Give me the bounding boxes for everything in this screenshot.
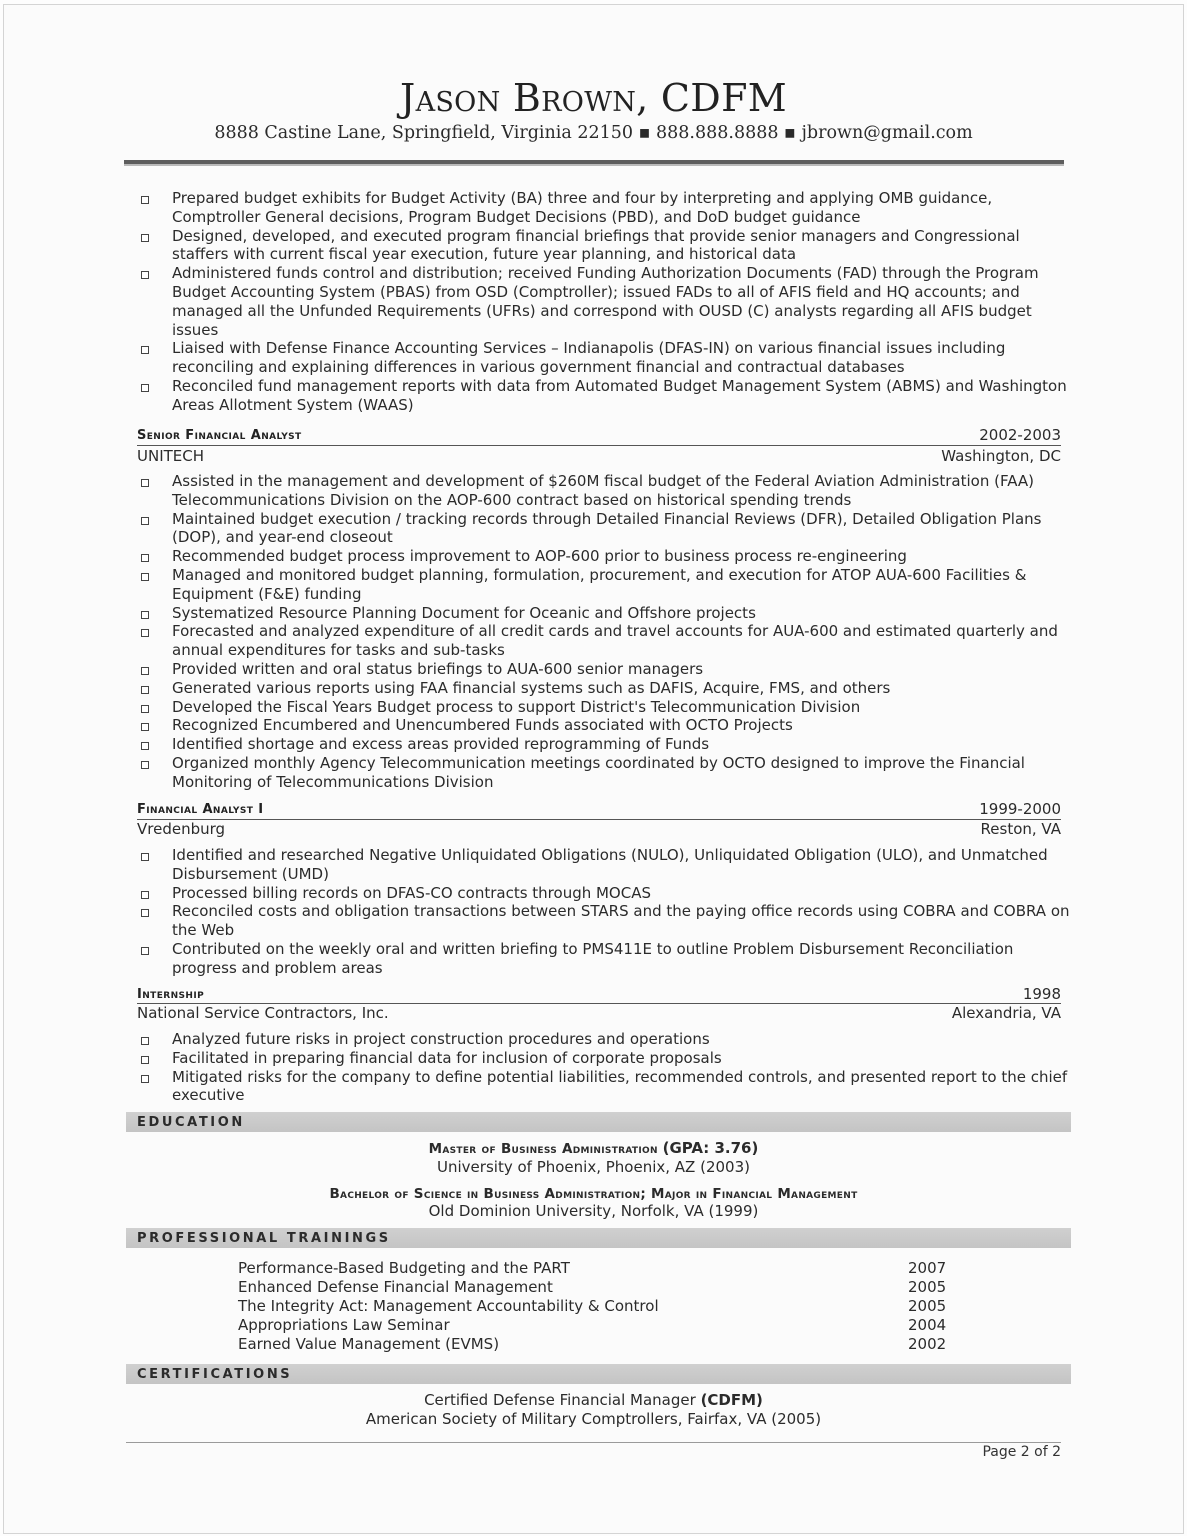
employer-name: National Service Contractors, Inc.	[137, 1004, 389, 1022]
contact-line: 8888 Castine Lane, Springfield, Virginia 22150 ▪ 888.888.8888 ▪ jbrown@gmail.com	[214, 123, 973, 143]
training-year: 2005	[908, 1278, 947, 1296]
training-name: Appropriations Law Seminar	[238, 1316, 450, 1334]
list-item: Liaised with Defense Finance Accounting Services – Indianapolis (DFAS-IN) on various financial issues including reconciling and explaining differences in various government financial and contractual databases	[137, 339, 1072, 377]
job-location: Alexandria, VA	[951, 1004, 1061, 1022]
training-row	[238, 1259, 958, 1277]
list-item: Generated various reports using FAA financial systems such as DAFIS, Acquire, FMS, and others	[137, 679, 1072, 698]
list-item: Mitigated risks for the company to define potential liabilities, recommended controls, and presented report to the chief executive	[137, 1068, 1072, 1106]
list-item: Contributed on the weekly oral and written briefing to PMS411E to outline Problem Disbursement Reconciliation progress and problem areas	[137, 940, 1072, 978]
job-title: Senior Financial Analyst	[137, 428, 302, 443]
job-divider	[137, 819, 1061, 820]
list-item: Reconciled costs and obligation transactions between STARS and the paying office records using COBRA and COBRA on the Web	[137, 902, 1072, 940]
section-heading: EDUCATION	[137, 1115, 245, 1130]
list-item: Identified shortage and excess areas provided reprogramming of Funds	[137, 735, 1072, 754]
certification-name	[0, 1391, 1187, 1409]
prior-job-bullets	[137, 189, 1072, 415]
certification-title: Certified Defense Financial Manager	[424, 1391, 696, 1409]
training-name: Performance-Based Budgeting and the PART	[238, 1259, 570, 1277]
training-year: 2005	[908, 1297, 947, 1315]
training-year: 2004	[908, 1316, 947, 1334]
bs-degree	[0, 1184, 1187, 1202]
training-year: 2002	[908, 1335, 947, 1353]
list-item: Analyzed future risks in project construction procedures and operations	[137, 1030, 1072, 1049]
job-location: Washington, DC	[941, 447, 1061, 465]
job-years: 2002-2003	[979, 426, 1061, 444]
job-bullets	[137, 1030, 1072, 1105]
list-item: Developed the Fiscal Years Budget process to support District's Telecommunication Division	[137, 698, 1072, 717]
list-item: Designed, developed, and executed program financial briefings that provide senior managers and Congressional staffers with current fiscal year execution, future year planning, and historical data	[137, 227, 1072, 265]
employer-name: Vredenburg	[137, 820, 226, 838]
header-rule	[124, 160, 1064, 166]
mba-degree	[0, 1139, 1187, 1157]
gpa: (GPA: 3.76)	[662, 1139, 759, 1157]
certification-abbr: (CDFM)	[700, 1391, 763, 1409]
training-year: 2007	[908, 1259, 947, 1277]
degree-name: Bachelor of Science in Business Administration; Major in Financial Management	[329, 1186, 858, 1202]
list-item: Recognized Encumbered and Unencumbered Funds associated with OCTO Projects	[137, 716, 1072, 735]
employer-name: UNITECH	[137, 447, 205, 465]
training-name: The Integrity Act: Management Accountability & Control	[238, 1297, 659, 1315]
mba-school: University of Phoenix, Phoenix, AZ (2003)	[437, 1158, 750, 1176]
list-item: Facilitated in preparing financial data for inclusion of corporate proposals	[137, 1049, 1072, 1068]
training-row	[238, 1278, 958, 1296]
candidate-name: Jason Brown, CDFM	[400, 76, 787, 120]
list-item: Assisted in the management and development of $260M fiscal budget of the Federal Aviation Administration (FAA) Telecommunications Division on the AOP-600 contract based on historical spending trends	[137, 472, 1072, 510]
list-item: Organized monthly Agency Telecommunication meetings coordinated by OCTO designed to improve the Financial Monitoring of Telecommunications Division	[137, 754, 1072, 792]
training-name: Earned Value Management (EVMS)	[238, 1335, 500, 1353]
list-item: Provided written and oral status briefings to AUA-600 senior managers	[137, 660, 1072, 679]
list-item: Identified and researched Negative Unliquidated Obligations (NULO), Unliquidated Obligation (ULO), and Unmatched Disbursement (UMD)	[137, 846, 1072, 884]
training-row	[238, 1316, 958, 1334]
list-item: Recommended budget process improvement to AOP-600 prior to business process re-engineering	[137, 547, 1072, 566]
section-heading: PROFESSIONAL TRAININGS	[137, 1231, 391, 1246]
job-location: Reston, VA	[980, 820, 1061, 838]
list-item: Systematized Resource Planning Document for Oceanic and Offshore projects	[137, 604, 1072, 623]
job-bullets	[137, 472, 1072, 792]
training-name: Enhanced Defense Financial Management	[238, 1278, 553, 1296]
job-bullets	[137, 846, 1072, 978]
list-item: Prepared budget exhibits for Budget Activity (BA) three and four by interpreting and applying OMB guidance, Comptroller General decisions, Program Budget Decisions (PBD), and DoD budget guidance	[137, 189, 1072, 227]
footer-rule	[126, 1442, 1061, 1443]
job-divider	[137, 445, 1061, 446]
certifications-section-bar	[126, 1364, 1071, 1384]
training-row	[238, 1297, 958, 1315]
degree-name: Master of Business Administration	[428, 1141, 658, 1157]
job-title: Financial Analyst I	[137, 802, 264, 817]
list-item: Administered funds control and distribution; received Funding Authorization Documents (FAD) through the Program Budget Accounting System (PBAS) from OSD (Comptroller); issued FADs to all of AFIS field and HQ accounts; and managed all the Unfunded Requirements (UFRs) and correspond with OUSD (C) analysts regarding all AFIS budget issues	[137, 264, 1072, 339]
trainings-section-bar	[126, 1228, 1071, 1248]
training-row	[238, 1335, 958, 1353]
job-years: 1999-2000	[979, 800, 1061, 818]
job-years: 1998	[1022, 985, 1061, 1003]
list-item: Managed and monitored budget planning, formulation, procurement, and execution for ATOP AUA-600 Facilities & Equipment (F&E) funding	[137, 566, 1072, 604]
list-item: Forecasted and analyzed expenditure of all credit cards and travel accounts for AUA-600 and estimated quarterly and annual expenditures for tasks and sub-tasks	[137, 622, 1072, 660]
list-item: Maintained budget execution / tracking records through Detailed Financial Reviews (DFR), Detailed Obligation Plans (DOP), and year-end closeout	[137, 510, 1072, 548]
education-section-bar	[126, 1112, 1071, 1132]
job-title: Internship	[137, 987, 205, 1002]
list-item: Reconciled fund management reports with data from Automated Budget Management System (ABMS) and Washington Areas Allotment System (WAAS)	[137, 377, 1072, 415]
section-heading: CERTIFICATIONS	[137, 1367, 293, 1382]
list-item: Processed billing records on DFAS-CO contracts through MOCAS	[137, 884, 1072, 903]
bs-school: Old Dominion University, Norfolk, VA (1999)	[428, 1202, 759, 1220]
certification-issuer: American Society of Military Comptrollers, Fairfax, VA (2005)	[365, 1410, 822, 1428]
page-number: Page 2 of 2	[982, 1444, 1061, 1460]
